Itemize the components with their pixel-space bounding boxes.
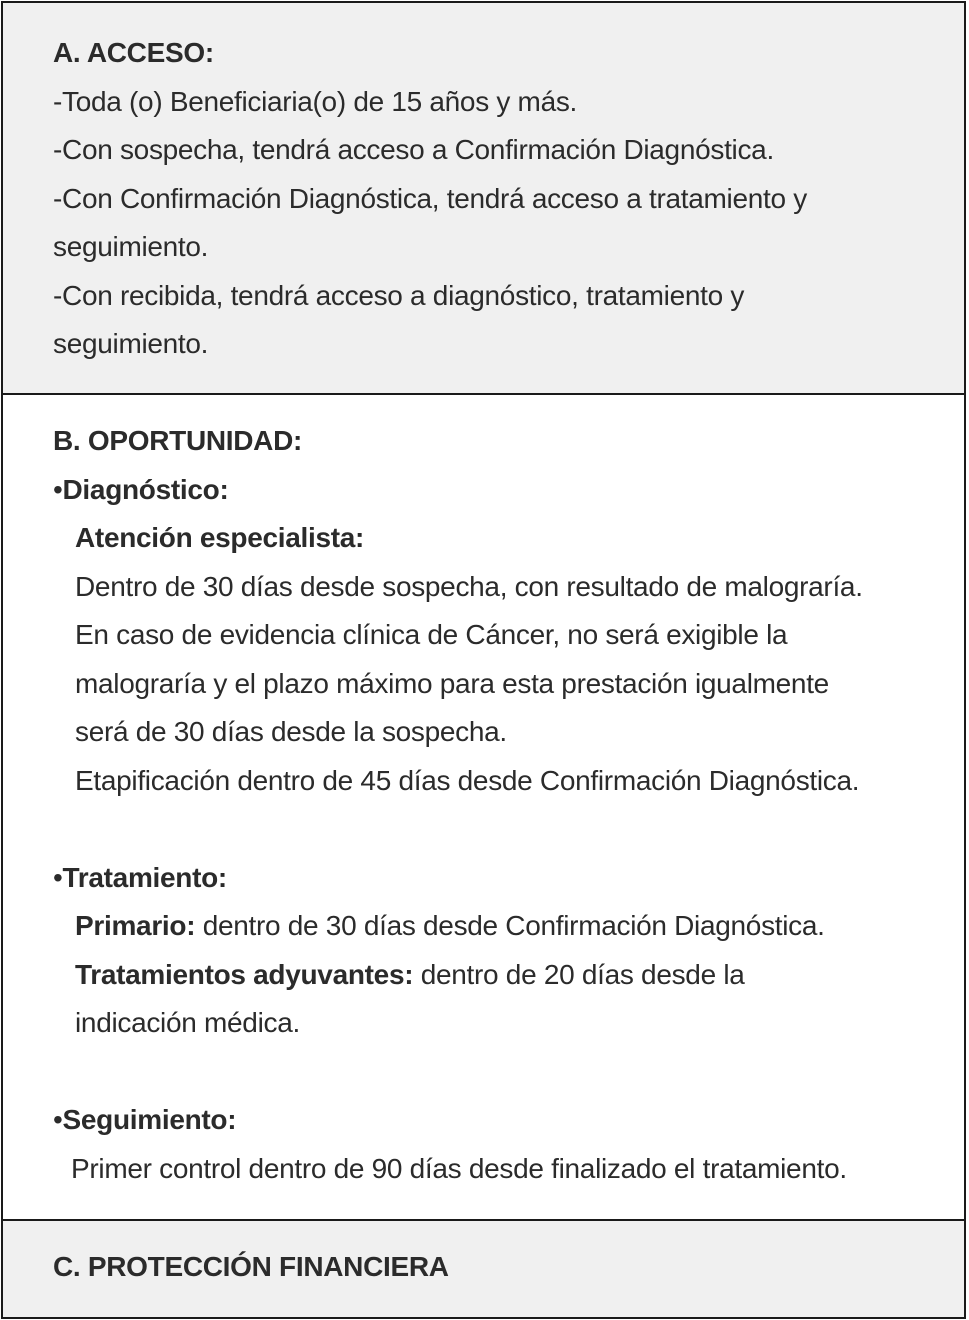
diagnostico-line: En caso de evidencia clínica de Cáncer, no será exigible la xyxy=(75,619,788,650)
seguimiento-text: Primer control dentro de 90 días desde finalizado el tratamiento. xyxy=(71,1152,847,1184)
primario-text: dentro de 30 días desde Confirmación Diagnóstica. xyxy=(195,910,825,941)
section-oportunidad-content xyxy=(53,417,944,1193)
section-proteccion-financiera xyxy=(1,1219,966,1319)
diagnostico-line: Dentro de 30 días desde sospecha, con resultado de malograría. xyxy=(75,570,863,602)
tratamiento-heading-row xyxy=(53,854,944,903)
acceso-line: seguimiento. xyxy=(53,328,209,359)
diagnostico-heading: Diagnóstico: xyxy=(62,473,229,505)
seguimiento-heading: Seguimiento: xyxy=(62,1104,237,1135)
bullet-icon: • xyxy=(53,473,63,505)
adyuvantes-text: dentro de 20 días desde la xyxy=(413,958,745,990)
diagnostico-heading-row xyxy=(53,466,944,515)
section-acceso xyxy=(1,1,966,395)
section-oportunidad xyxy=(1,393,966,1221)
bullet-icon: • xyxy=(53,1104,63,1135)
diagnostico-line: será de 30 días desde la sospecha. xyxy=(75,716,507,747)
adyuvantes-label: Tratamientos adyuvantes: xyxy=(75,958,414,990)
adyuvantes-continuation: indicación médica. xyxy=(75,1007,300,1038)
section-acceso-content xyxy=(53,29,944,369)
diagnostico-subheading: Atención especialista: xyxy=(75,522,365,553)
seguimiento-heading-row xyxy=(53,1096,944,1145)
acceso-line: -Con Confirmación Diagnóstica, tendrá acceso a tratamiento y xyxy=(53,182,807,214)
bullet-icon: • xyxy=(53,861,63,893)
section-acceso-title: A. ACCESO: xyxy=(53,37,214,68)
tratamiento-primario-row xyxy=(53,902,944,951)
diagnostico-line: Etapificación dentro de 45 días desde Confirmación Diagnóstica. xyxy=(75,764,860,796)
spacer xyxy=(53,1048,944,1097)
primario-label: Primario: xyxy=(75,910,196,941)
diagnostico-line: malograría y el plazo máximo para esta prestación igualmente xyxy=(75,667,829,699)
section-oportunidad-title: B. OPORTUNIDAD: xyxy=(53,425,303,456)
acceso-line: seguimiento. xyxy=(53,231,209,262)
tratamiento-adyuvantes-row xyxy=(53,951,944,1000)
acceso-line: -Con sospecha, tendrá acceso a Confirmación Diagnóstica. xyxy=(53,134,774,165)
section-proteccion-content xyxy=(53,1243,944,1292)
acceso-line: -Toda (o) Beneficiaria(o) de 15 años y más. xyxy=(53,85,578,117)
tratamiento-heading: Tratamiento: xyxy=(62,861,227,893)
section-proteccion-title: C. PROTECCIÓN FINANCIERA xyxy=(53,1251,449,1282)
acceso-line: -Con recibida, tendrá acceso a diagnóstico, tratamiento y xyxy=(53,279,745,311)
spacer xyxy=(53,805,944,854)
